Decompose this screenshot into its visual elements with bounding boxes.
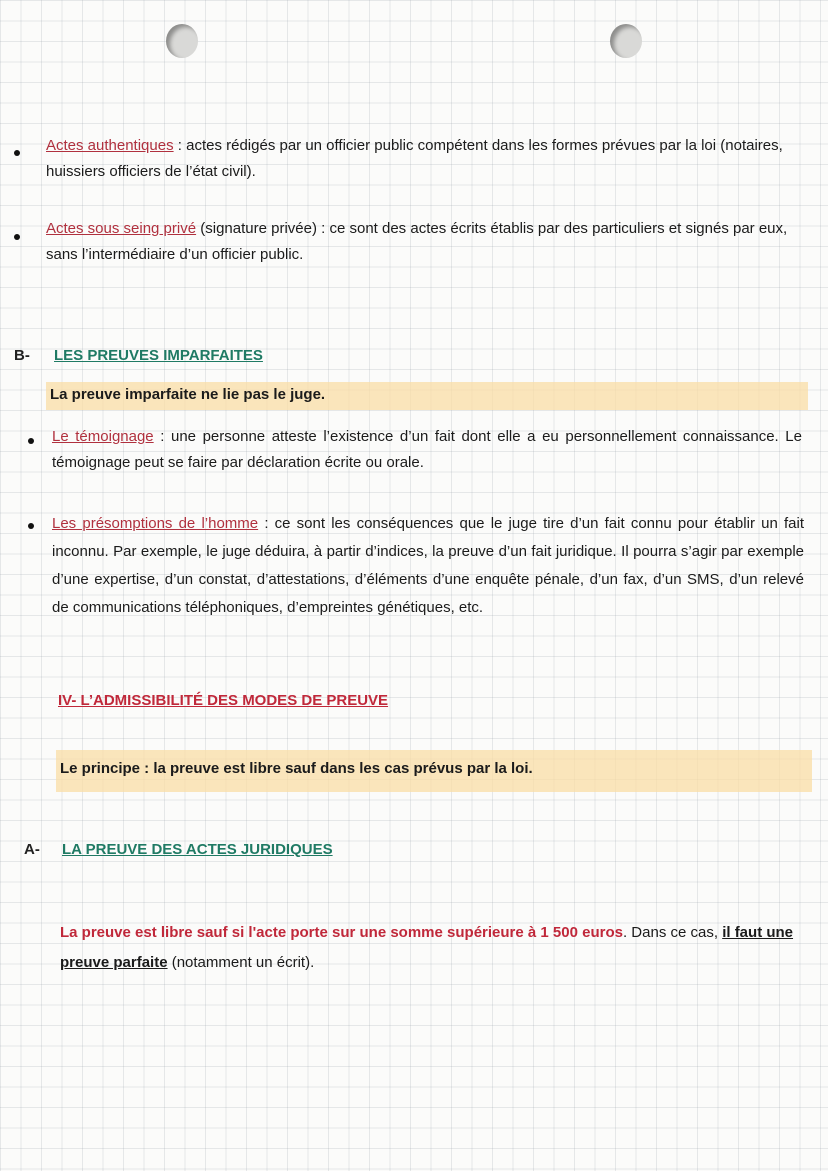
section-letter: A- (24, 841, 40, 858)
bullet-dot (28, 438, 34, 444)
bullet-dot (28, 523, 34, 529)
list-item (52, 510, 804, 622)
rule-emphasis: il faut une preuve parfaite (60, 924, 794, 971)
rule-end: (notamment un écrit). (167, 954, 315, 971)
list-item (46, 216, 806, 268)
binder-hole-left (166, 24, 198, 58)
term-temoignage: Le témoignage (52, 428, 154, 445)
binder-hole-right (610, 24, 642, 58)
section-a-title: LA PREUVE DES ACTES JURIDIQUES (62, 841, 333, 858)
section-b-title: LES PREUVES IMPARFAITES (54, 347, 263, 364)
bullet-dot (14, 150, 20, 156)
definition-text: (signature privée) : ce sont des actes écrits établis par des particuliers et signés par eux, sans l’intermédiaire d’un officier public. (46, 220, 788, 263)
term-actes-authentiques: Actes authentiques (46, 137, 174, 154)
definition-text: : une personne atteste l’existence d’un fait dont elle a eu personnellement connaissance. Le témoignage peut se faire par déclaration écrite ou orale. (52, 428, 802, 471)
rule-text: La preuve est libre sauf si l'acte porte sur une somme supérieure à 1 500 euros (60, 924, 623, 941)
bullet-dot (14, 234, 20, 240)
definition-text: : actes rédigés par un officier public compétent dans les formes prévues par la loi (notaires, huissiers officiers de l’état civil). (46, 137, 783, 180)
paragraph (60, 918, 812, 978)
definition-text: : ce sont les conséquences que le juge tire d’un fait connu pour établir un fait inconnu. Par exemple, le juge déduira, à partir d’indices, la preuve d’un fait juridique. Il pourra s’agir par exemple d’une expertise, d’un constat, d’attestations, d’éléments d’une enquête pénale, d’un fax, d’un SMS, d’un relevé de communications téléphoniques, d’empreintes génétiques, etc. (52, 515, 804, 616)
rule-connector: . Dans ce cas, (622, 924, 723, 941)
list-item (52, 424, 802, 476)
section-title (58, 692, 388, 709)
term-presomptions: Les présomptions de l’homme (52, 515, 259, 532)
list-item (46, 133, 806, 185)
section-iv-title: IV- L’ADMISSIBILITÉ DES MODES DE PREUVE (58, 692, 389, 709)
highlight-note: Le principe : la preuve est libre sauf dans les cas prévus par la loi. (56, 750, 812, 792)
section-title (62, 841, 333, 858)
term-actes-sous-seing-prive: Actes sous seing privé (46, 220, 197, 237)
section-letter: B- (14, 347, 30, 364)
section-title (54, 347, 263, 364)
highlight-note: La preuve imparfaite ne lie pas le juge. (46, 382, 808, 410)
